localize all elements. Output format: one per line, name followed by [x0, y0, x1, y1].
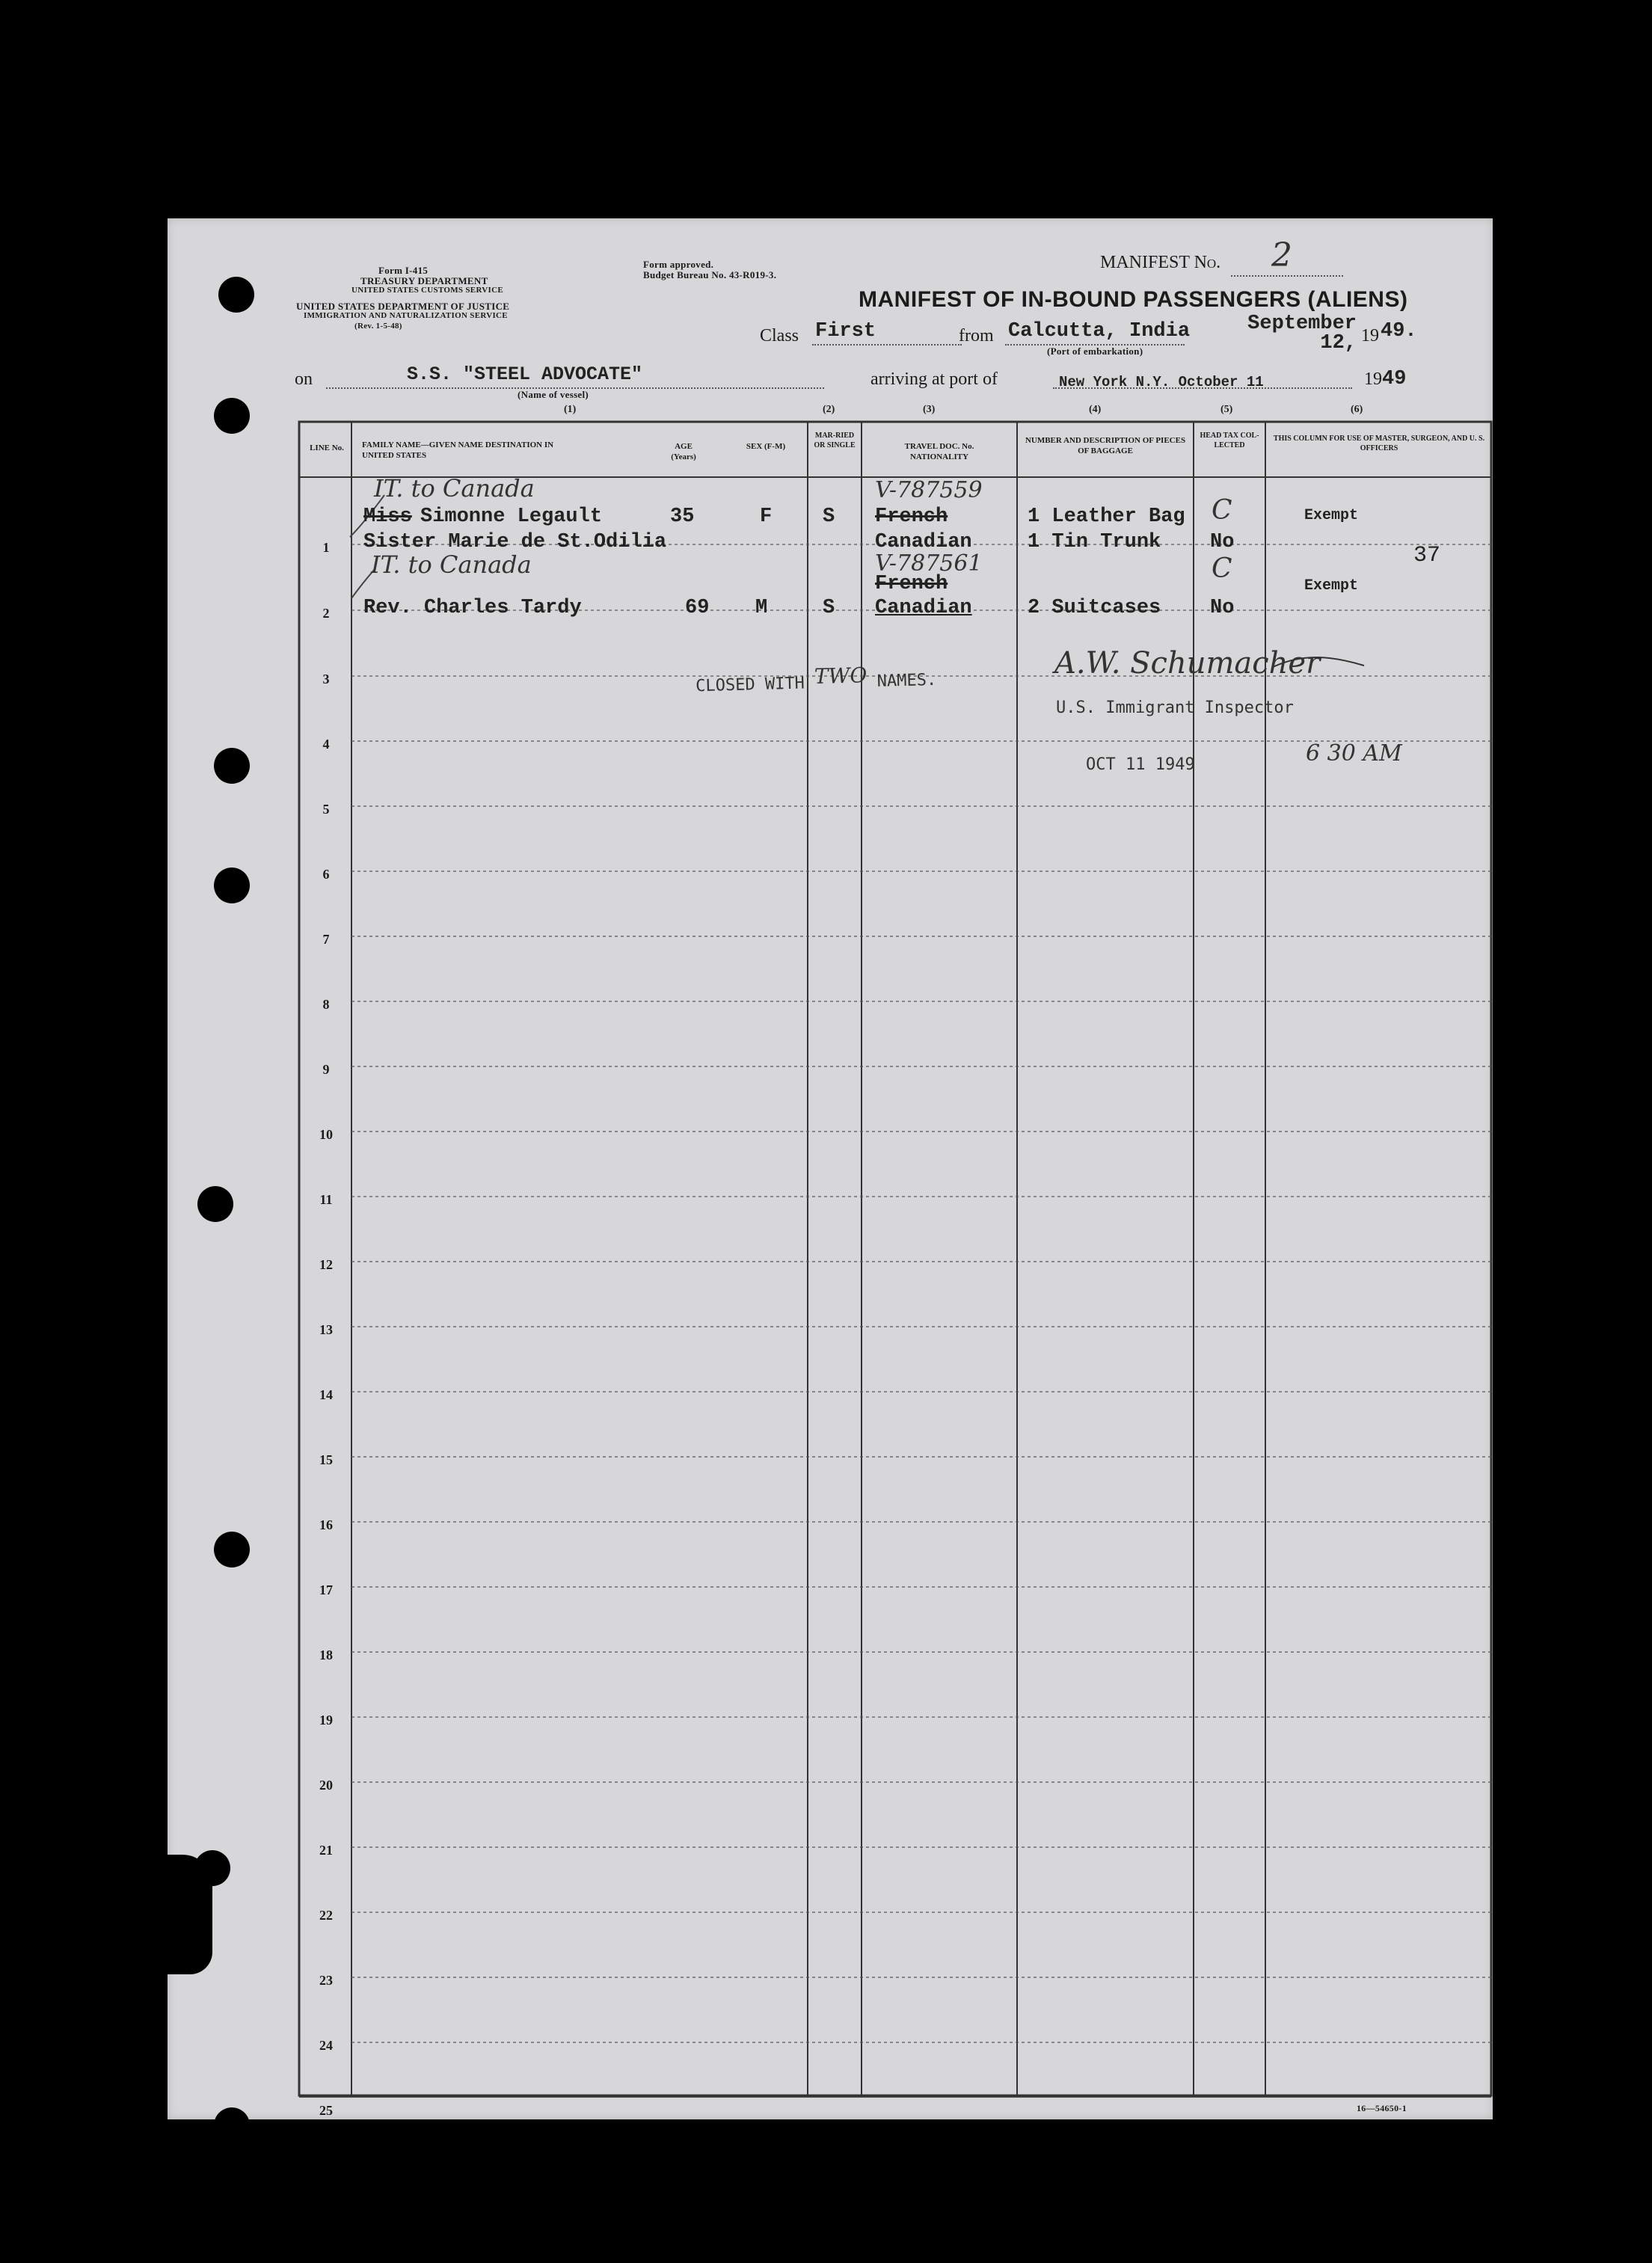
- form-code: 16—54650-1: [1357, 2103, 1407, 2113]
- baggage: 1 Leather Bag: [1028, 506, 1185, 528]
- passenger-age: 69: [685, 597, 710, 619]
- nationality: Canadian: [875, 531, 972, 553]
- binder-hole: [218, 277, 254, 313]
- year-prefix: 19: [1361, 326, 1379, 346]
- row-number: 12: [319, 1257, 333, 1272]
- passenger-name: Rev. Charles Tardy: [363, 597, 582, 619]
- header-sex: SEX (F-M): [746, 442, 786, 451]
- manifest-table-grid: [168, 218, 1493, 2119]
- head-tax-mark: C: [1212, 553, 1232, 584]
- from-value: Calcutta, India: [1008, 320, 1191, 343]
- col-num-1: (1): [564, 404, 577, 415]
- treasury-dept: TREASURY DEPARTMENT: [360, 275, 488, 286]
- row-number: 8: [322, 997, 330, 1012]
- row-number: 5: [322, 802, 330, 817]
- document-title: MANIFEST OF IN-BOUND PASSENGERS (ALIENS): [859, 287, 1408, 312]
- inspector-signature: A.W. Schumacher: [1054, 646, 1321, 681]
- margin-number: 37: [1413, 543, 1441, 568]
- row-number: 22: [319, 1908, 333, 1923]
- col-num-5: (5): [1220, 404, 1233, 415]
- class-value: First: [815, 320, 876, 343]
- col-num-6: (6): [1351, 404, 1363, 415]
- binder-hole: [214, 398, 250, 434]
- passenger-marital-status: S: [823, 506, 835, 528]
- header-baggage: NUMBER AND DESCRIPTION OF PIECES OF BAGGAGE: [1025, 436, 1186, 455]
- form-number: Form I-415: [378, 265, 429, 276]
- binder-hole: [214, 748, 250, 784]
- customs-service: UNITED STATES CUSTOMS SERVICE: [351, 286, 504, 295]
- binder-hole: [214, 1532, 250, 1567]
- row-number: 15: [319, 1452, 333, 1467]
- binder-hole: [197, 1186, 233, 1222]
- head-tax: No: [1210, 597, 1235, 619]
- budget-bureau: Budget Bureau No. 43-R019-3.: [643, 269, 777, 280]
- struck-nationality: French: [875, 573, 948, 595]
- class-label: Class: [760, 326, 799, 346]
- row-number: 20: [319, 1778, 333, 1793]
- header-age: AGE (Years): [671, 442, 696, 461]
- justice-dept: UNITED STATES DEPARTMENT OF JUSTICE: [296, 301, 510, 312]
- closed-prefix: CLOSED WITH: [695, 674, 805, 696]
- arrival-port-date: New York N.Y. October 11: [1059, 374, 1264, 390]
- row-number: 14: [319, 1387, 333, 1402]
- manifest-label: MANIFEST No.: [1100, 253, 1221, 272]
- row-number: 21: [319, 1843, 333, 1858]
- passenger-age: 35: [670, 506, 695, 528]
- port-embarkation-caption: (Port of embarkation): [1047, 346, 1143, 357]
- struck-nationality: French: [875, 506, 948, 528]
- row-number: 1: [322, 540, 330, 555]
- passenger-title: Miss: [363, 506, 412, 528]
- transit-note: IT. to Canada: [371, 550, 532, 579]
- inspection-time: 6 30 AM: [1306, 740, 1402, 767]
- date-stamp: OCT 11 1949: [1086, 755, 1195, 774]
- manifest-number: 2: [1271, 236, 1292, 274]
- baggage: 2 Suitcases: [1028, 597, 1161, 619]
- ins-service: IMMIGRATION AND NATURALIZATION SERVICE: [304, 311, 508, 320]
- arrival-year: 49: [1382, 368, 1407, 390]
- header-travel-doc: TRAVEL DOC. No. NATIONALITY: [904, 442, 974, 461]
- col-num-2: (2): [823, 404, 835, 415]
- officer-note: Exempt: [1304, 577, 1359, 595]
- arrival-year-prefix: 19: [1364, 369, 1382, 389]
- nationality: Canadian: [875, 597, 972, 619]
- head-tax: No: [1210, 531, 1235, 553]
- head-tax-mark: C: [1212, 495, 1232, 526]
- on-label: on: [295, 369, 313, 389]
- passenger-marital-status: S: [823, 597, 835, 619]
- torn-edge: [168, 1855, 212, 1974]
- transit-note: IT. to Canada: [374, 474, 535, 503]
- row-number: 10: [319, 1127, 333, 1142]
- binder-hole: [214, 2107, 250, 2143]
- row-number: 17: [319, 1582, 333, 1597]
- manifest-page: [168, 218, 1493, 2119]
- row-number: 18: [319, 1648, 333, 1662]
- travel-doc-number: V-787561: [875, 550, 983, 577]
- binder-hole: [214, 868, 250, 903]
- row-number: 11: [319, 1192, 333, 1207]
- header-head-tax: HEAD TAX COL-LECTED: [1200, 432, 1259, 449]
- arriving-label: arriving at port of: [870, 369, 998, 389]
- header-name: FAMILY NAME—GIVEN NAME DESTINATION IN UNITED STATES: [362, 440, 554, 460]
- row-number: 16: [319, 1517, 333, 1532]
- header-officers: THIS COLUMN FOR USE OF MASTER, SURGEON, AND U. S. OFFICERS: [1273, 435, 1485, 452]
- officer-note: Exempt: [1304, 507, 1359, 524]
- row-number: 19: [319, 1713, 333, 1728]
- row-number: 25: [319, 2103, 333, 2118]
- closed-count: TWO: [814, 663, 868, 690]
- departure-date: September 12,: [1247, 313, 1357, 354]
- from-label: from: [959, 326, 994, 346]
- form-approved: Form approved.: [643, 259, 714, 270]
- col-num-4: (4): [1089, 404, 1102, 415]
- passenger-sex: M: [755, 597, 768, 619]
- passenger-name: Simonne Legault: [420, 506, 603, 528]
- inspector-title: U.S. Immigrant Inspector: [1056, 698, 1294, 717]
- header-married: MAR-RIED OR SINGLE: [814, 432, 856, 449]
- row-number: 23: [319, 1973, 333, 1988]
- vessel-caption: (Name of vessel): [518, 389, 589, 400]
- row-number: 7: [322, 932, 330, 947]
- travel-doc-number: V-787559: [875, 477, 983, 503]
- header-line-no: LINE No.: [310, 443, 344, 452]
- closed-suffix: NAMES.: [876, 670, 937, 691]
- vessel-name: S.S. "STEEL ADVOCATE": [407, 363, 643, 385]
- passenger-religious-name: Sister Marie de St.Odilia: [363, 531, 667, 553]
- year-value: 49.: [1381, 320, 1417, 343]
- row-number: 24: [319, 2038, 333, 2053]
- baggage: 1 Tin Trunk: [1028, 531, 1161, 553]
- row-number: 2: [322, 606, 330, 621]
- row-number: 13: [319, 1322, 333, 1337]
- col-num-3: (3): [923, 404, 936, 415]
- row-number: 4: [322, 737, 330, 752]
- row-number: 9: [322, 1062, 330, 1077]
- row-number: 6: [322, 867, 330, 882]
- passenger-sex: F: [760, 506, 773, 528]
- revision: (Rev. 1-5-48): [354, 322, 402, 331]
- row-number: 3: [322, 672, 330, 687]
